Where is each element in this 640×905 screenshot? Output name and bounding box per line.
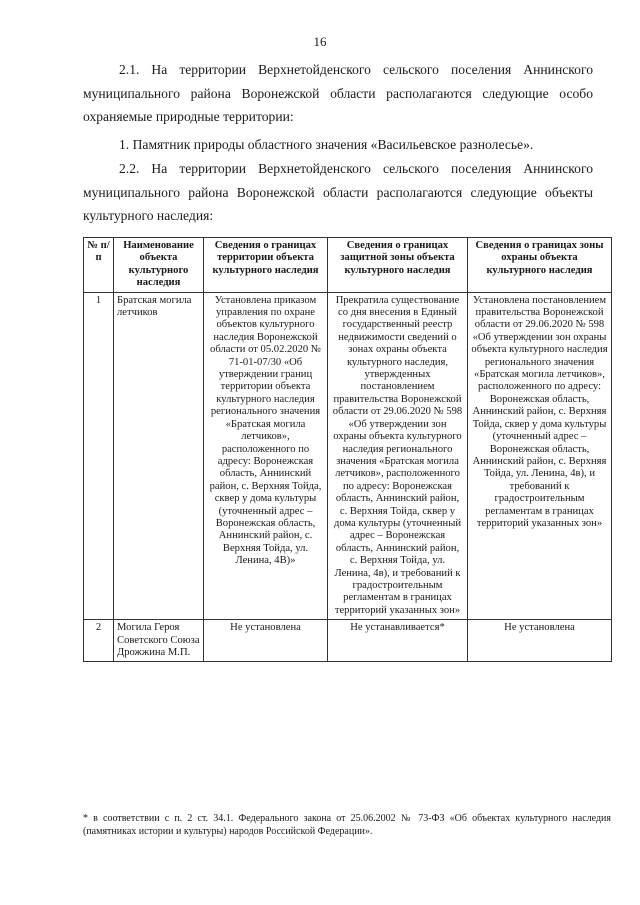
- page-number: 16: [313, 34, 327, 49]
- paragraph-protected-areas: 2.1. На территории Верхнетойденского сельского поселения Аннинского муниципального района Воронежской области располагаются следующие особо охраняемые природные территории:: [83, 62, 593, 124]
- cell-protective-zone: Прекратила существование со дня внесения в Единый государственный реестр недвижимости сведений о зонах охраны объекта культурного наследия, утвержденных постановлением правительства Воронежской области от 29.06.2020 № 598 «Об утверждении зон охраны объекта культурного наследия регионального значения «Братская могила летчиков», расположенного по адресу: Воронежская область, Аннинский район, с. Верхняя Тойда, сквер у дома культуры (уточненный адрес – Воронежская область, Аннинский район, с. Верхняя Тойда, ул. Ленина, 4в), и требований к градостроительным регламентам в границах территорий указанных зон»: [328, 292, 468, 620]
- cell-number: 1: [84, 292, 114, 620]
- header-number: № п/п: [84, 238, 114, 293]
- cell-protective-zone: Не устанавливается*: [328, 620, 468, 662]
- header-name: Наименование объекта культурного наследия: [114, 238, 204, 293]
- header-protective-zone: Сведения о границах защитной зоны объекта культурного наследия: [328, 238, 468, 293]
- cell-security-zone: Не установлена: [468, 620, 612, 662]
- header-territory: Сведения о границах территории объекта культурного наследия: [204, 238, 328, 293]
- cell-name: Могила Героя Советского Союза Дрожжина М.П.: [114, 620, 204, 662]
- table-header-row: [84, 238, 612, 293]
- table-row: [84, 620, 612, 662]
- header-security-zone: Сведения о границах зоны охраны объекта культурного наследия: [468, 238, 612, 293]
- heritage-table: [83, 237, 612, 662]
- cell-territory: Не установлена: [204, 620, 328, 662]
- cell-number: 2: [84, 620, 114, 662]
- paragraph-heritage-objects: 2.2. На территории Верхнетойденского сельского поселения Аннинского муниципального района Воронежской области располагаются следующие объекты культурного наследия:: [83, 161, 593, 223]
- paragraph-natural-monument: 1. Памятник природы областного значения «Васильевское разнолесье».: [119, 137, 534, 152]
- cell-territory: Установлена приказом управления по охране объектов культурного наследия Воронежской области от 05.02.2020 № 71-01-07/30 «Об утверждении границ территории объекта культурного наследия регионального значения «Братская могила летчиков», расположенного по адресу: Воронежская область, Аннинский район, с. Верхняя Тойда, сквер у дома культуры (уточненный адрес – Воронежская область, Аннинский район, с. Верхняя Тойда, ул. Ленина, 4В)»: [204, 292, 328, 620]
- cell-name: Братская могила летчиков: [114, 292, 204, 620]
- footnote: * в соответствии с п. 2 ст. 34.1. Федерального закона от 25.06.2002 № 73-ФЗ «Об объектах культурного наследия (памятниках истории и культуры) народов Российской Федерации».: [83, 813, 611, 837]
- cell-security-zone: Установлена постановлением правительства Воронежской области от 29.06.2020 № 598 «Об утверждении зон охраны объекта культурного наследия регионального значения «Братская могила летчиков», расположенного по адресу: Воронежская область, Аннинский район, с. Верхняя Тойда, сквер у дома культуры (уточненный адрес – Воронежская область, Аннинский район, с. Верхняя Тойда, ул. Ленина, 4в), и требований к градостроительным регламентам в границах территорий указанных зон»: [468, 292, 612, 620]
- table-row: [84, 292, 612, 620]
